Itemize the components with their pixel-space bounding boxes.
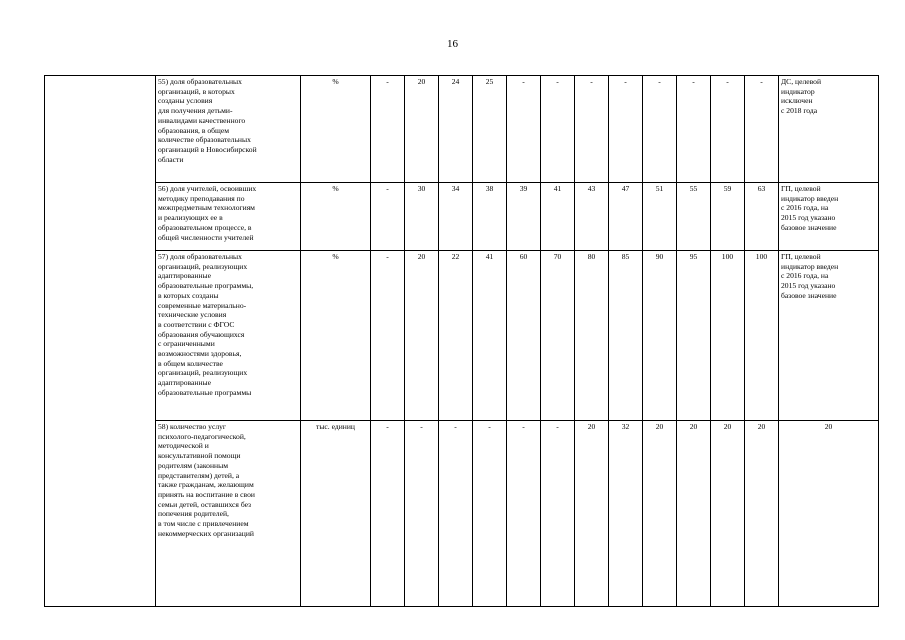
- value-cell: -: [371, 183, 405, 251]
- value-cell: 85: [609, 251, 643, 421]
- blank-column-cell: [45, 76, 156, 607]
- value-cell: 51: [643, 183, 677, 251]
- value-cell: 38: [473, 183, 507, 251]
- indicator-name-cell: 56) доля учителей, освоивших методику преподавания по межпредметным технологиям и реализующих ее в образовательном процессе, в общей численности учителей: [156, 183, 301, 251]
- unit-cell: %: [301, 251, 371, 421]
- table-row: [45, 76, 879, 183]
- value-cell: -: [439, 421, 473, 607]
- indicators-table: [44, 75, 879, 607]
- value-cell: 95: [677, 251, 711, 421]
- value-cell: 20: [711, 421, 745, 607]
- value-cell: -: [677, 76, 711, 183]
- value-cell: 20: [405, 76, 439, 183]
- value-cell: -: [371, 251, 405, 421]
- value-cell: 47: [609, 183, 643, 251]
- value-cell: 90: [643, 251, 677, 421]
- note-cell: ДС, целевой индикатор исключен с 2018 года: [779, 76, 879, 183]
- note-cell: ГП, целевой индикатор введен с 2016 года, на 2015 год указано базовое значение: [779, 251, 879, 421]
- unit-cell: %: [301, 76, 371, 183]
- value-cell: -: [371, 421, 405, 607]
- value-cell: 41: [473, 251, 507, 421]
- value-cell: -: [507, 421, 541, 607]
- value-cell: 39: [507, 183, 541, 251]
- value-cell: 32: [609, 421, 643, 607]
- value-cell: -: [745, 76, 779, 183]
- indicator-name-cell: 55) доля образовательных организаций, в которых созданы условия для получения детьми- инвалидами качественного образования, в общем количестве образовательных организаций в Новосибирской области: [156, 76, 301, 183]
- value-cell: -: [405, 421, 439, 607]
- indicator-name-cell: 58) количество услуг психолого-педагогической, методической и консультативной помощи родителям (законным представителям) детей, а также гражданам, желающим принять на воспитание в свои семьи детей, оставшихся без попечения родителей, в том числе с привлечением некоммерческих организаций: [156, 421, 301, 607]
- value-cell: 20: [677, 421, 711, 607]
- value-cell: -: [711, 76, 745, 183]
- value-cell: 20: [745, 421, 779, 607]
- value-cell: 70: [541, 251, 575, 421]
- value-cell: -: [575, 76, 609, 183]
- value-cell: 20: [575, 421, 609, 607]
- value-cell: 55: [677, 183, 711, 251]
- table-row: [45, 183, 879, 251]
- table-row: [45, 251, 879, 421]
- value-cell: 20: [643, 421, 677, 607]
- value-cell: 60: [507, 251, 541, 421]
- value-cell: -: [473, 421, 507, 607]
- page-number: 16: [447, 38, 458, 50]
- value-cell: 25: [473, 76, 507, 183]
- value-cell: -: [507, 76, 541, 183]
- note-cell: ГП, целевой индикатор введен с 2016 года, на 2015 год указано базовое значение: [779, 183, 879, 251]
- value-cell: -: [609, 76, 643, 183]
- value-cell: 22: [439, 251, 473, 421]
- table-body: [45, 76, 879, 607]
- unit-cell: %: [301, 183, 371, 251]
- value-cell: 41: [541, 183, 575, 251]
- value-cell: 43: [575, 183, 609, 251]
- value-cell: 80: [575, 251, 609, 421]
- value-cell: 34: [439, 183, 473, 251]
- unit-cell: тыс. единиц: [301, 421, 371, 607]
- value-cell: -: [541, 76, 575, 183]
- indicator-name-cell: 57) доля образовательных организаций, реализующих адаптированные образовательные программы, в которых созданы современные материально- технические условия в соответствии с ФГОС образования обучающихся с ограниченными возможностями здоровья, в общем количестве организаций, реализующих адаптированные образовательные программы: [156, 251, 301, 421]
- value-cell: 24: [439, 76, 473, 183]
- value-cell: 20: [405, 251, 439, 421]
- value-cell: 63: [745, 183, 779, 251]
- value-cell: 100: [711, 251, 745, 421]
- value-cell: 59: [711, 183, 745, 251]
- value-cell: 100: [745, 251, 779, 421]
- value-cell: -: [371, 76, 405, 183]
- value-cell: 20: [779, 421, 879, 607]
- value-cell: -: [643, 76, 677, 183]
- value-cell: 30: [405, 183, 439, 251]
- value-cell: -: [541, 421, 575, 607]
- table-row: [45, 421, 879, 607]
